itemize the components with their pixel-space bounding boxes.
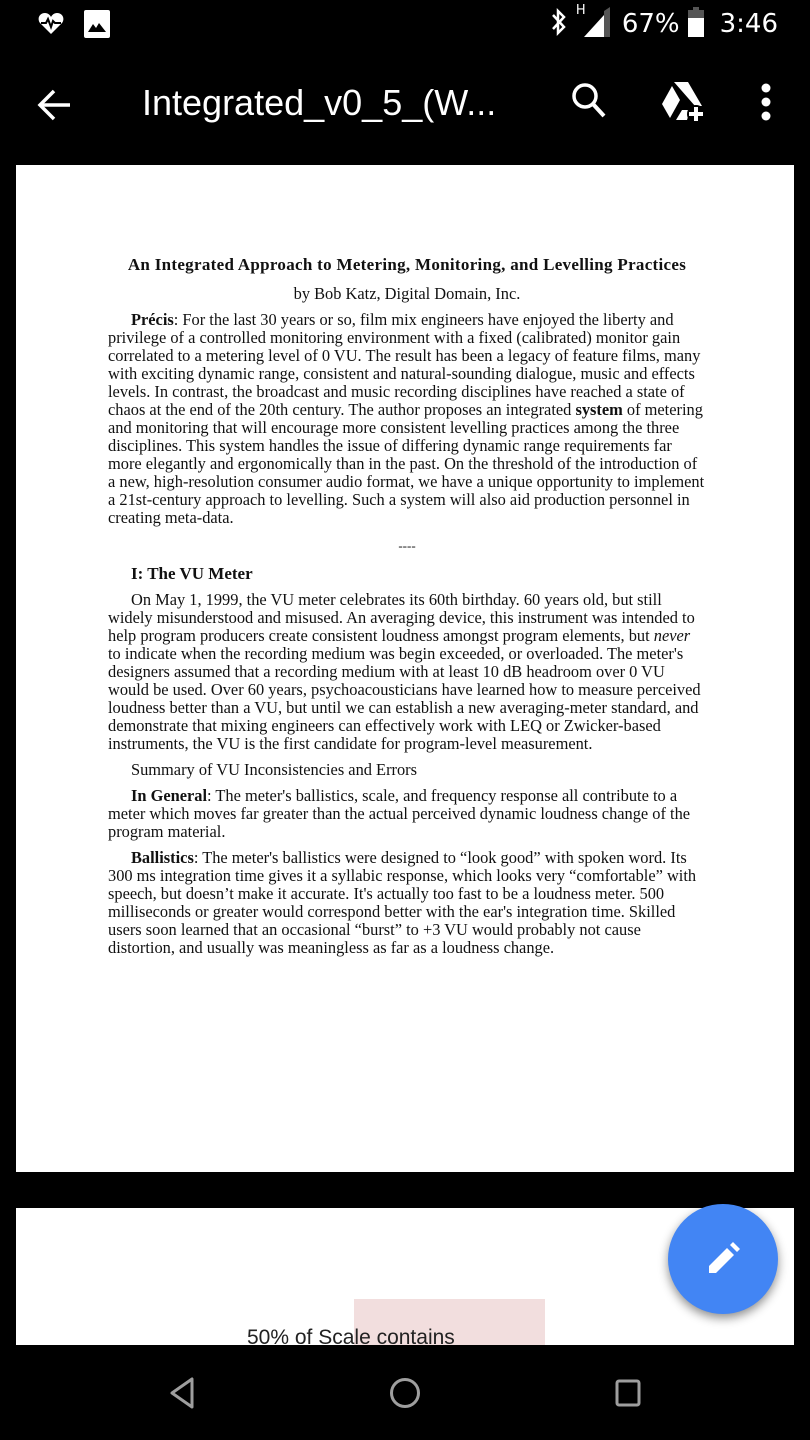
back-triangle-icon: [162, 1373, 202, 1413]
navigation-bar: [0, 1345, 810, 1440]
nav-recents-button[interactable]: [608, 1373, 648, 1413]
edit-pencil-icon: [705, 1241, 741, 1277]
precis-text-cont: of metering and monitoring that will encourage more consistent levelling practices among the three disciplines. This system handles the issue of differing dynamic range requirements far more elegantly and ergonomically than in the past. On the threshold of the introduction of a new, high-resolution consumer audio format, we have a unique opportunity to implement a 21st-century approach to levelling. Such a system will also aid production personnel in creating meta-data.: [108, 400, 705, 527]
precis-text: : For the last 30 years or so, film mix engineers have enjoyed the liberty and privilege of a controlled monitoring environment with a fixed (calibrated) monitor gain correlated to a metering level of 0 VU. The result has been a legacy of feature films, many with exciting dynamic range, consistent and natural-sounding dialogue, music and effects levels. In contrast, the broadcast and music recording disciplines have reached a state of chaos at the end of the 20th century. The author proposes an integrated: [108, 310, 701, 419]
back-arrow-icon: [34, 84, 76, 126]
document-page-1[interactable]: [16, 165, 794, 1172]
bluetooth-icon: [550, 7, 568, 42]
nav-home-button[interactable]: [385, 1373, 425, 1413]
battery-percent: 67%: [621, 9, 680, 39]
search-button[interactable]: [568, 80, 610, 122]
drive-add-icon: [660, 80, 706, 124]
heart-rate-icon: [38, 12, 64, 41]
ballistics-label: Ballistics: [131, 848, 194, 867]
back-button[interactable]: [34, 84, 76, 126]
figure-caption: 50% of Scale contains: [247, 1326, 455, 1345]
doc-byline: by Bob Katz, Digital Domain, Inc.: [293, 284, 521, 303]
add-to-drive-button[interactable]: [660, 80, 706, 124]
ballistics-paragraph: [108, 849, 706, 957]
signal-icon: [575, 2, 610, 42]
image-icon: [84, 10, 110, 43]
precis-emphasis: system: [575, 400, 623, 419]
more-options-button[interactable]: [752, 80, 780, 124]
more-vert-icon: [752, 80, 780, 124]
document-title: Integrated_v0_5_(W...: [142, 82, 497, 123]
recents-square-icon: [608, 1373, 648, 1413]
search-icon: [568, 80, 610, 122]
app-bar: [0, 48, 810, 160]
network-type: H: [575, 2, 586, 18]
status-bar: [0, 0, 810, 48]
summary-heading: Summary of VU Inconsistencies and Errors: [131, 760, 418, 779]
vu-text-cont: to indicate when the recording medium was begin exceeded, or overloaded. The meter's designers assumed that a recording medium with at least 10 dB headroom over 0 VU would be used. Over 60 years, psychoacousticians have learned how to measure perceived loudness better than a VU, but until we can establish a new averaging-meter standard, and demonstrate that mixing engineers can effectively work with LEQ or Zwicker-based instruments, the VU is the first candidate for program-level measurement.: [108, 644, 701, 753]
ballistics-text: : The meter's ballistics were designed to “look good” with spoken word. Its 300 ms integration time gives it a syllabic response, which looks very “comfortable” with speech, but doesn’t make it accurate. It's actually too fast to be a loudness meter. 500 milliseconds or greater would correspond better with the ear's integration time. Skilled users soon learned that an occasional “burst” to +3 VU would probably not cause distortion, and usually was meaningless as far as a loudness change.: [108, 848, 697, 957]
document-content: [108, 255, 706, 957]
precis-paragraph: [108, 311, 706, 527]
doc-title: An Integrated Approach to Metering, Monitoring, and Levelling Practices: [127, 255, 687, 274]
vu-paragraph: [108, 591, 706, 753]
battery-icon: [688, 7, 704, 42]
nav-back-button[interactable]: [162, 1373, 202, 1413]
clock: 3:46: [719, 9, 778, 39]
precis-label: Précis: [131, 310, 174, 329]
home-circle-icon: [385, 1373, 425, 1413]
section-heading: I: The VU Meter: [131, 564, 253, 583]
general-label: In General: [131, 786, 208, 805]
edit-fab-button[interactable]: [668, 1204, 778, 1314]
separator: ----: [398, 538, 416, 553]
general-text: : The meter's ballistics, scale, and frequency response all contribute to a meter which moves far greater than the actual perceived dynamic loudness change of the program material.: [108, 786, 691, 841]
general-paragraph: [108, 787, 706, 841]
vu-text: On May 1, 1999, the VU meter celebrates its 60th birthday. 60 years old, but still widely misunderstood and misused. An averaging device, this instrument was intended to help program producers create consistent loudness amongst program elements, but: [108, 590, 695, 645]
vu-italic: never: [653, 626, 691, 645]
